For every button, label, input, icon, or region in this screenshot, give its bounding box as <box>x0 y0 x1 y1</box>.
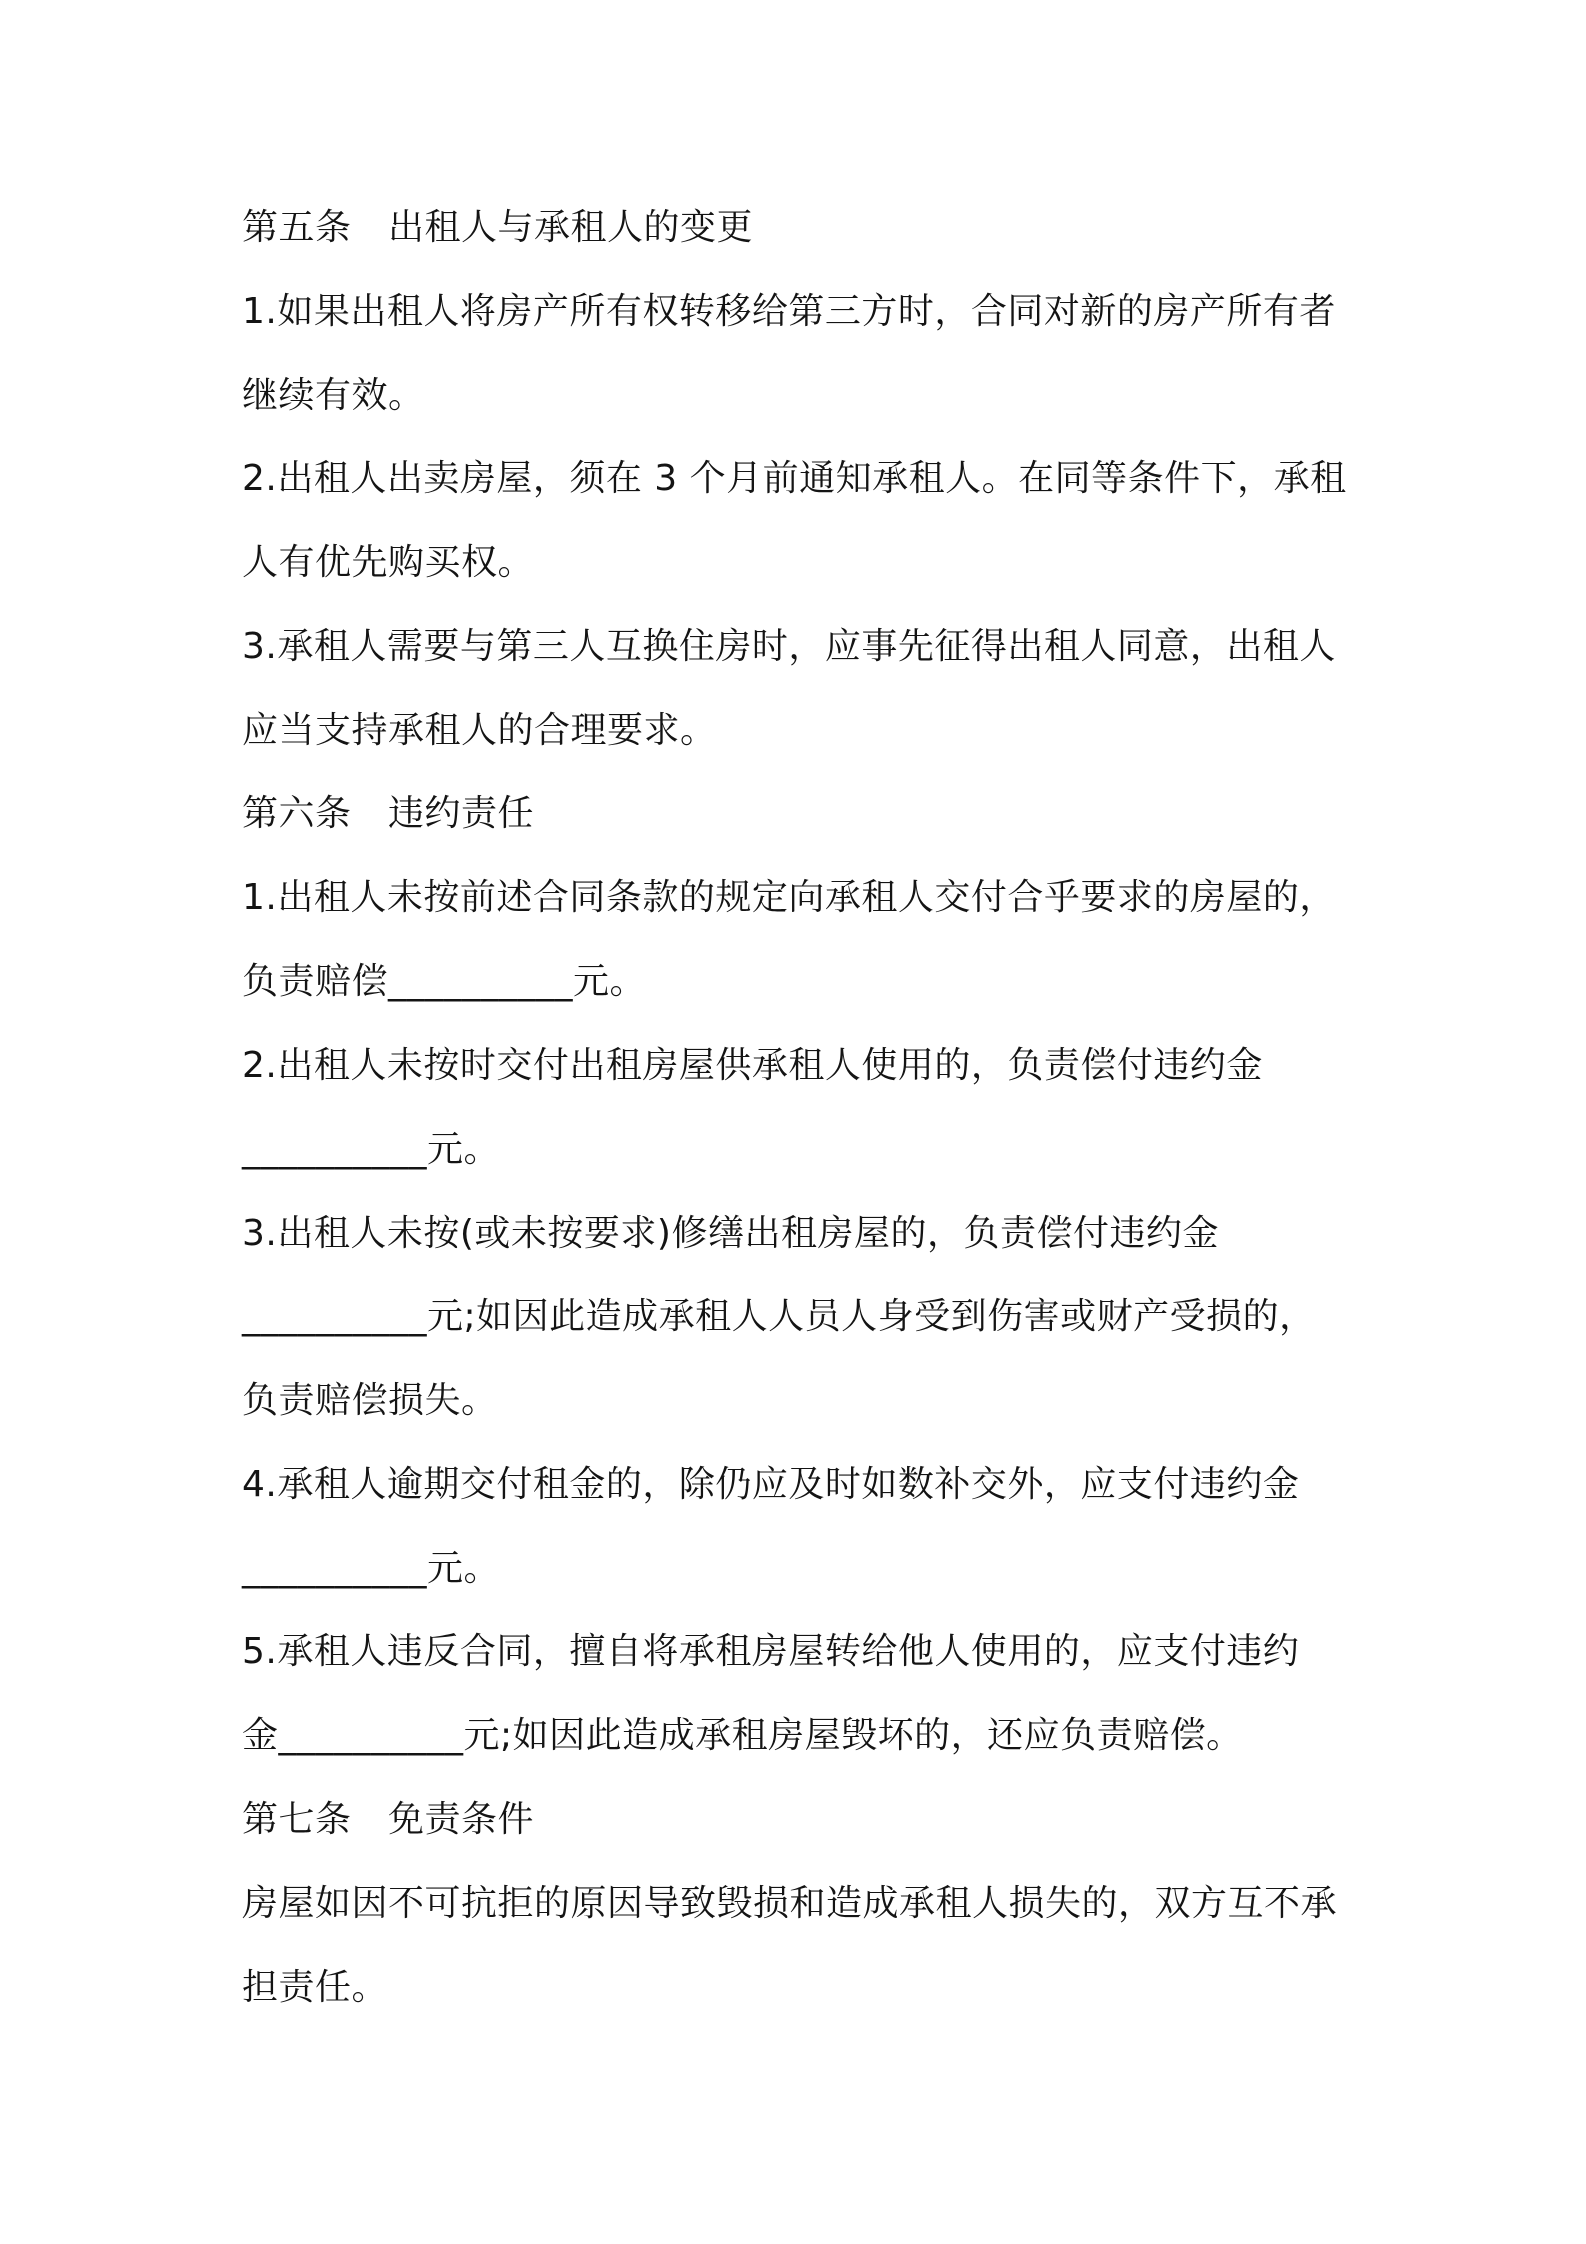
article-6-clause-2: 2.出租人未按时交付出租房屋供承租人使用的，负责偿付违约金 <box>242 1045 1263 1086</box>
article-6-heading: 第六条 违约责任 <box>242 793 535 834</box>
article-6-clause-4-cont: __________元。 <box>242 1548 501 1589</box>
article-7-heading: 第七条 免责条件 <box>242 1799 535 1840</box>
article-6-clause-4: 4.承租人逾期交付租金的，除仍应及时如数补交外，应支付违约金 <box>242 1464 1300 1505</box>
article-7-body: 房屋如因不可抗拒的原因导致毁损和造成承租人损失的，双方互不承 <box>242 1883 1338 1924</box>
article-6-clause-3-cont: __________元;如因此造成承租人人员人身受到伤害或财产受损的， <box>242 1296 1316 1337</box>
article-6-clause-2-cont: __________元。 <box>242 1129 501 1170</box>
article-6-clause-5: 5.承租人违反合同，擅自将承租房屋转给他人使用的，应支付违约 <box>242 1631 1300 1672</box>
article-6-clause-1-cont: 负责赔偿__________元。 <box>242 961 647 1002</box>
article-5-clause-1: 1.如果出租人将房产所有权转移给第三方时，合同对新的房产所有者 <box>242 291 1336 332</box>
article-6-clause-5-cont: 金__________元;如因此造成承租房屋毁坏的，还应负责赔偿。 <box>242 1715 1243 1756</box>
article-5-clause-2: 2.出租人出卖房屋，须在 3 个月前通知承租人。在同等条件下，承租 <box>242 458 1347 499</box>
article-5-clause-2-cont: 人有优先购买权。 <box>242 542 535 583</box>
article-5-clause-1-cont: 继续有效。 <box>242 375 425 416</box>
article-7-body-cont: 担责任。 <box>242 1967 389 2008</box>
article-5-clause-3-cont: 应当支持承租人的合理要求。 <box>242 710 717 751</box>
article-6-clause-1: 1.出租人未按前述合同条款的规定向承租人交付合乎要求的房屋的， <box>242 877 1336 918</box>
article-5-heading: 第五条 出租人与承租人的变更 <box>242 207 754 248</box>
article-5-clause-3: 3.承租人需要与第三人互换住房时，应事先征得出租人同意，出租人 <box>242 626 1336 667</box>
article-6-clause-3-cont-2: 负责赔偿损失。 <box>242 1380 498 1421</box>
article-6-clause-3: 3.出租人未按(或未按要求)修缮出租房屋的，负责偿付违约金 <box>242 1213 1219 1254</box>
